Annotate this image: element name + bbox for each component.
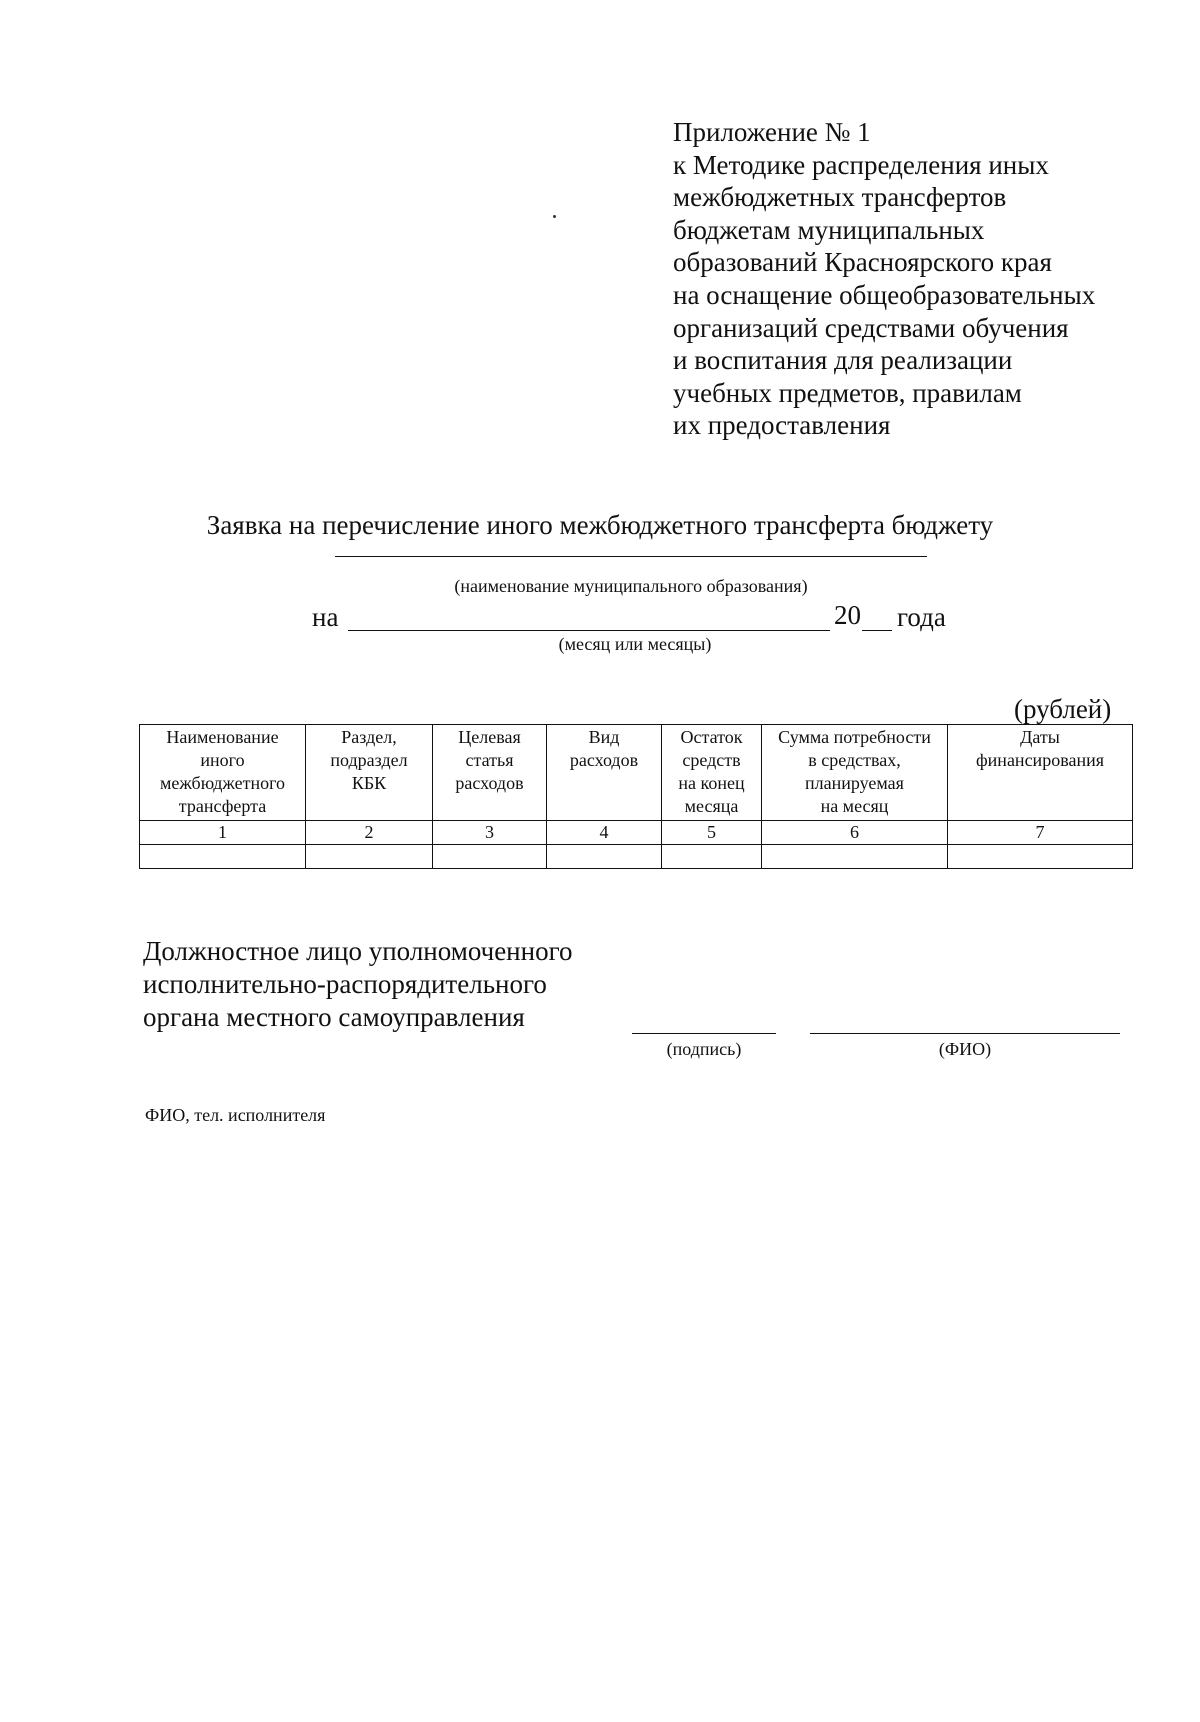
header-line: Остаток [680, 727, 743, 747]
request-table [139, 724, 1133, 869]
header-line: иного [200, 750, 245, 770]
header-transfer-name [140, 725, 306, 821]
column-number: 2 [306, 821, 433, 845]
column-number: 4 [547, 821, 662, 845]
signature-caption: (подпись) [666, 1039, 742, 1059]
appendix-line: бюджетам муниципальных [673, 214, 985, 245]
header-line: Целевая [458, 727, 521, 747]
header-line: средств [682, 750, 741, 770]
appendix-line: на оснащение общеобразовательных [673, 279, 1096, 310]
appendix-line: межбюджетных трансфертов [673, 182, 1007, 213]
header-expense-type [547, 725, 662, 821]
appendix-line: образований Красноярского края [673, 247, 1052, 278]
header-target-item [433, 725, 547, 821]
empty-cell[interactable] [762, 845, 948, 869]
units-label: (рублей) [1014, 694, 1112, 724]
header-line: статья [465, 750, 514, 770]
header-line: финансирования [976, 750, 1104, 770]
year-blank-line [862, 630, 892, 631]
appendix-line: к Методике распределения иных [673, 149, 1049, 180]
header-line: трансферта [178, 796, 267, 816]
appendix-line: и воспитания для реализации [673, 345, 1013, 376]
name-blank-line [810, 1033, 1120, 1034]
empty-cell[interactable] [306, 845, 433, 869]
header-line: месяца [684, 796, 739, 816]
appendix-line: организаций средствами обучения [673, 312, 1069, 343]
header-line: КБК [351, 773, 387, 793]
executor-contact: ФИО, тел. исполнителя [145, 1105, 326, 1125]
table-number-row [140, 821, 1133, 845]
header-line: Даты [1020, 727, 1060, 747]
municipality-blank-line [335, 556, 927, 557]
header-required-amount [762, 725, 948, 821]
table-empty-row [140, 845, 1133, 869]
header-line: в средствах, [808, 750, 901, 770]
header-line: Раздел, [341, 727, 397, 747]
empty-cell[interactable] [433, 845, 547, 869]
official-line: исполнительно-распорядительного [143, 969, 547, 999]
empty-cell[interactable] [547, 845, 662, 869]
signature-blank-line [632, 1033, 776, 1034]
municipality-caption: (наименование муниципального образования) [454, 576, 808, 596]
year-suffix: года [897, 602, 946, 632]
column-number: 3 [433, 821, 547, 845]
header-line: подраздел [330, 750, 408, 770]
header-line: на конец [678, 773, 745, 793]
month-blank-line [348, 630, 830, 631]
official-line: Должностное лицо уполномоченного [143, 936, 573, 966]
empty-cell[interactable] [948, 845, 1133, 869]
column-number: 6 [762, 821, 948, 845]
request-title: Заявка на перечисление иного межбюджетного трансферта бюджету [206, 510, 994, 540]
month-caption: (месяц или месяцы) [558, 634, 712, 654]
header-balance [662, 725, 762, 821]
header-line: Наименование [166, 727, 279, 747]
header-section-kbk [306, 725, 433, 821]
table-header-row [140, 725, 1133, 821]
official-title [143, 935, 572, 1034]
empty-cell[interactable] [662, 845, 762, 869]
column-number: 5 [662, 821, 762, 845]
appendix-line: Приложение № 1 [673, 117, 871, 147]
appendix-heading [673, 116, 1153, 442]
name-caption: (ФИО) [938, 1039, 992, 1059]
on-label: на [312, 602, 339, 632]
column-number: 1 [140, 821, 306, 845]
header-line: Сумма потребности [778, 727, 931, 747]
empty-cell[interactable] [140, 845, 306, 869]
header-line: расходов [569, 750, 639, 770]
appendix-line: их предоставления [673, 410, 891, 441]
column-number: 7 [948, 821, 1133, 845]
header-line: планируемая [805, 773, 904, 793]
year-prefix: 20 [834, 600, 861, 630]
scan-speck [553, 215, 556, 218]
official-line: органа местного самоуправления [143, 1002, 525, 1032]
appendix-line: учебных предметов, правилам [673, 377, 1022, 408]
header-funding-dates [948, 725, 1133, 821]
header-line: Вид [588, 727, 620, 747]
header-line: межбюджетного [159, 773, 286, 793]
header-line: на месяц [820, 796, 889, 816]
header-line: расходов [455, 773, 524, 793]
